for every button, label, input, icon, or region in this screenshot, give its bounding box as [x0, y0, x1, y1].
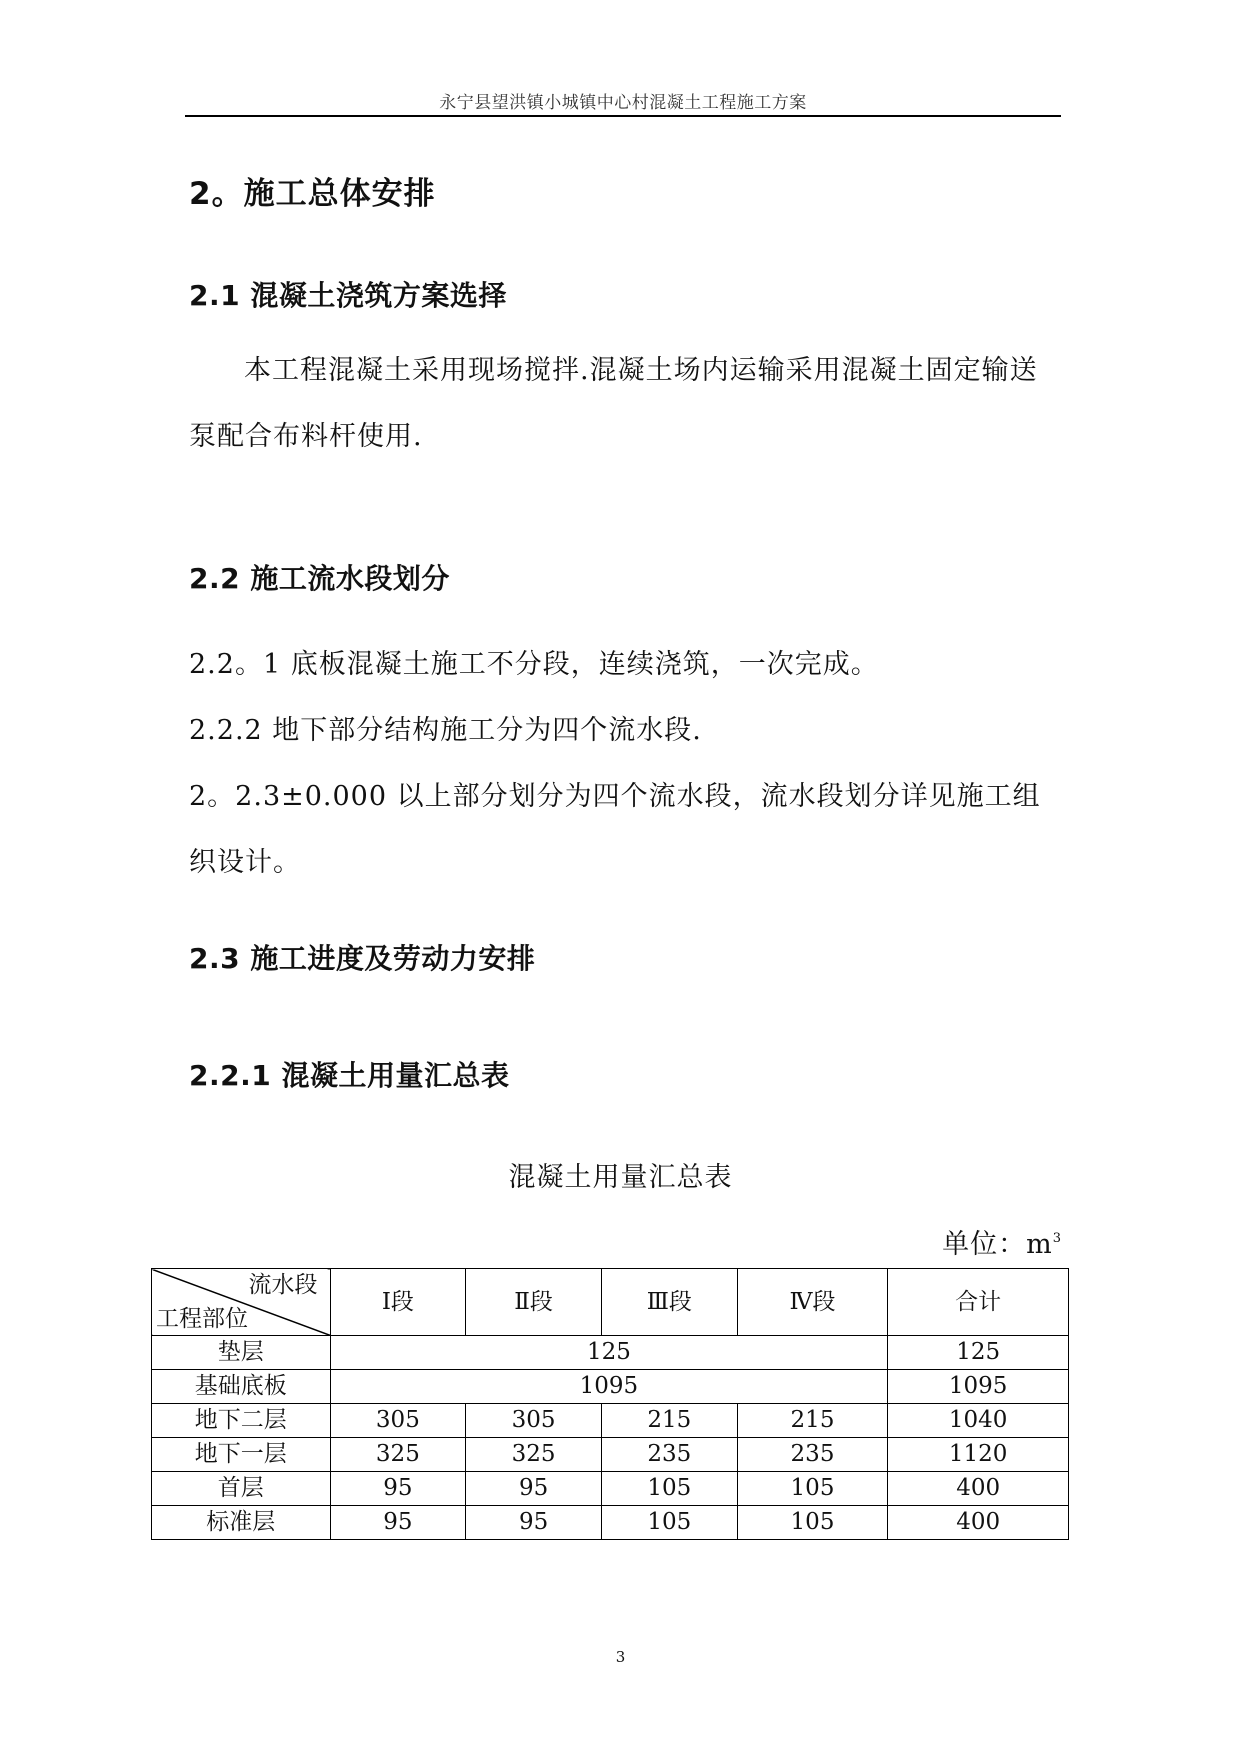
value-cell: 305	[330, 1404, 466, 1438]
concrete-summary-table	[151, 1268, 1069, 1540]
running-header: 永宁县望洪镇小城镇中心村混凝土工程施工方案	[439, 93, 807, 113]
table-row	[152, 1472, 1069, 1506]
column-header-total: 合计	[888, 1269, 1069, 1336]
value-cell: 325	[330, 1438, 466, 1472]
section-2-title: 2。施工总体安排	[189, 176, 436, 212]
column-header-seg-1: Ⅰ段	[330, 1269, 466, 1336]
unit-label: 单位：m	[942, 1229, 1053, 1260]
table-section-heading: 2.2.1 混凝土用量汇总表	[189, 1059, 510, 1092]
value-cell: 105	[601, 1472, 737, 1506]
table-header-row	[152, 1269, 1069, 1336]
section-2-2-1-paragraph: 2.2。1 底板混凝土施工不分段，连续浇筑，一次完成。	[189, 649, 879, 680]
value-cell: 235	[737, 1438, 888, 1472]
value-cell: 105	[737, 1506, 888, 1540]
section-2-2-title: 2.2 施工流水段划分	[189, 562, 450, 595]
merged-value-cell: 125	[330, 1336, 888, 1370]
value-cell: 215	[737, 1404, 888, 1438]
section-2-2-3-paragraph: 2。2.3±0.000 以上部分划分为四个流水段，流水段划分详见施工组织设计。	[189, 781, 1041, 878]
table-row	[152, 1404, 1069, 1438]
corner-label-segment: 流水段	[248, 1272, 318, 1298]
value-cell: 95	[466, 1506, 602, 1540]
row-part-label: 地下一层	[152, 1438, 331, 1472]
row-total-cell: 1095	[888, 1370, 1069, 1404]
row-part-label: 首层	[152, 1472, 331, 1506]
row-part-label: 垫层	[152, 1336, 331, 1370]
table-corner-cell	[152, 1269, 331, 1336]
table-row	[152, 1336, 1069, 1370]
column-header-seg-3: Ⅲ段	[601, 1269, 737, 1336]
row-total-cell: 400	[888, 1472, 1069, 1506]
header-rule	[185, 115, 1061, 117]
table-unit	[942, 1222, 1061, 1261]
value-cell: 105	[601, 1506, 737, 1540]
row-part-label: 地下二层	[152, 1404, 331, 1438]
table-row	[152, 1506, 1069, 1540]
row-total-cell: 1040	[888, 1404, 1069, 1438]
value-cell: 95	[330, 1506, 466, 1540]
section-2-1-paragraph: 本工程混凝土采用现场搅拌.混凝土场内运输采用混凝土固定输送泵配合布料杆使用.	[189, 355, 1038, 452]
table-row	[152, 1370, 1069, 1404]
section-2-1-title: 2.1 混凝土浇筑方案选择	[189, 279, 507, 312]
row-part-label: 基础底板	[152, 1370, 331, 1404]
value-cell: 95	[330, 1472, 466, 1506]
value-cell: 235	[601, 1438, 737, 1472]
column-header-seg-2: Ⅱ段	[466, 1269, 602, 1336]
value-cell: 305	[466, 1404, 602, 1438]
section-2-2-2-paragraph: 2.2.2 地下部分结构施工分为四个流水段.	[189, 715, 702, 746]
page-number: 3	[615, 1648, 626, 1666]
unit-superscript: 3	[1052, 1231, 1061, 1246]
merged-value-cell: 1095	[330, 1370, 888, 1404]
corner-label-part: 工程部位	[156, 1306, 248, 1332]
row-total-cell: 1120	[888, 1438, 1069, 1472]
value-cell: 105	[737, 1472, 888, 1506]
value-cell: 325	[466, 1438, 602, 1472]
table-caption: 混凝土用量汇总表	[508, 1162, 733, 1193]
table-row	[152, 1438, 1069, 1472]
column-header-seg-4: Ⅳ段	[737, 1269, 888, 1336]
value-cell: 95	[466, 1472, 602, 1506]
section-2-3-title: 2.3 施工进度及劳动力安排	[189, 942, 536, 975]
value-cell: 215	[601, 1404, 737, 1438]
row-part-label: 标准层	[152, 1506, 331, 1540]
row-total-cell: 400	[888, 1506, 1069, 1540]
row-total-cell: 125	[888, 1336, 1069, 1370]
